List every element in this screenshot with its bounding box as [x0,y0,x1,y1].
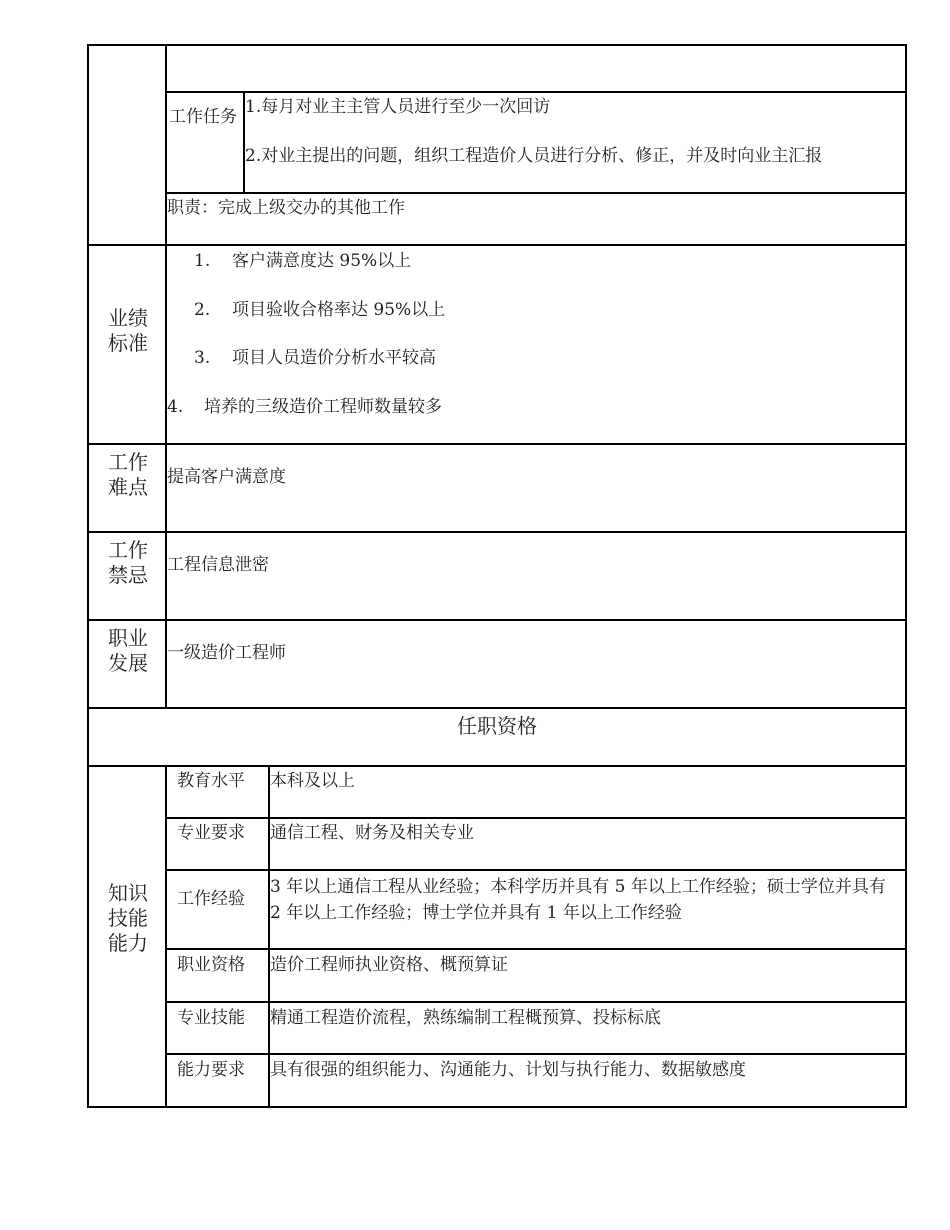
divider [165,91,907,93]
performance-item: 培养的三级造价工程师数量较多 [204,397,442,417]
divider [165,817,907,819]
taboo-label: 工作禁忌 [108,538,148,587]
qualifications-title: 任职资格 [457,714,537,738]
ability-label: 能力要求 [177,1060,245,1080]
performance-item-num: 3. [194,348,211,368]
career-value: 一级造价工程师 [167,643,286,663]
divider [165,869,907,871]
divider [87,765,907,767]
divider [165,1001,907,1003]
performance-item: 项目人员造价分析水平较高 [232,348,436,368]
experience-value: 3 年以上通信工程从业经验；本科学历并具有 5 年以上工作经验；硕士学位并具有 2 年以上工作经验；博士学位并具有 1 年以上工作经验 [270,877,886,923]
other-duty: 职责：完成上级交办的其他工作 [167,198,405,218]
divider [87,443,907,445]
table-border-left [87,44,89,1108]
divider [165,948,907,950]
table-border-bottom [87,1106,907,1108]
performance-label: 业绩标准 [108,306,148,355]
table-border-top [87,44,907,46]
difficulty-value: 提高客户满意度 [167,467,286,487]
divider [165,192,907,194]
task-label: 工作任务 [169,107,237,127]
performance-item: 项目验收合格率达 95%以上 [232,300,446,320]
certification-value: 造价工程师执业资格、概预算证 [270,955,508,975]
divider [165,1053,907,1055]
divider [87,244,907,246]
taboo-value: 工程信息泄密 [167,555,269,575]
col-divider-upper [165,44,167,709]
experience-label: 工作经验 [177,889,245,909]
major-value: 通信工程、财务及相关专业 [270,823,474,843]
performance-item-num: 1. [194,251,211,271]
divider [87,619,907,621]
performance-item-num: 4. [167,397,184,417]
performance-item-num: 2. [194,300,211,320]
certification-label: 职业资格 [177,955,245,975]
skills-label: 专业技能 [177,1008,245,1028]
qualifications-group-label: 知识技能能力 [108,881,148,955]
education-value: 本科及以上 [270,771,355,791]
divider [87,707,907,709]
major-label: 专业要求 [177,823,245,843]
education-label: 教育水平 [177,771,245,791]
ability-value: 具有很强的组织能力、沟通能力、计划与执行能力、数据敏感度 [270,1060,746,1080]
difficulty-label: 工作难点 [108,450,148,499]
career-label: 职业发展 [108,626,148,675]
task-item-1: 1.每月对业主主管人员进行至少一次回访 [245,97,551,117]
performance-item: 客户满意度达 95%以上 [232,251,412,271]
task-item-2: 2.对业主提出的问题，组织工程造价人员进行分析、修正，并及时向业主汇报 [245,146,823,166]
divider [87,531,907,533]
skills-value: 精通工程造价流程，熟练编制工程概预算、投标标底 [270,1008,661,1028]
